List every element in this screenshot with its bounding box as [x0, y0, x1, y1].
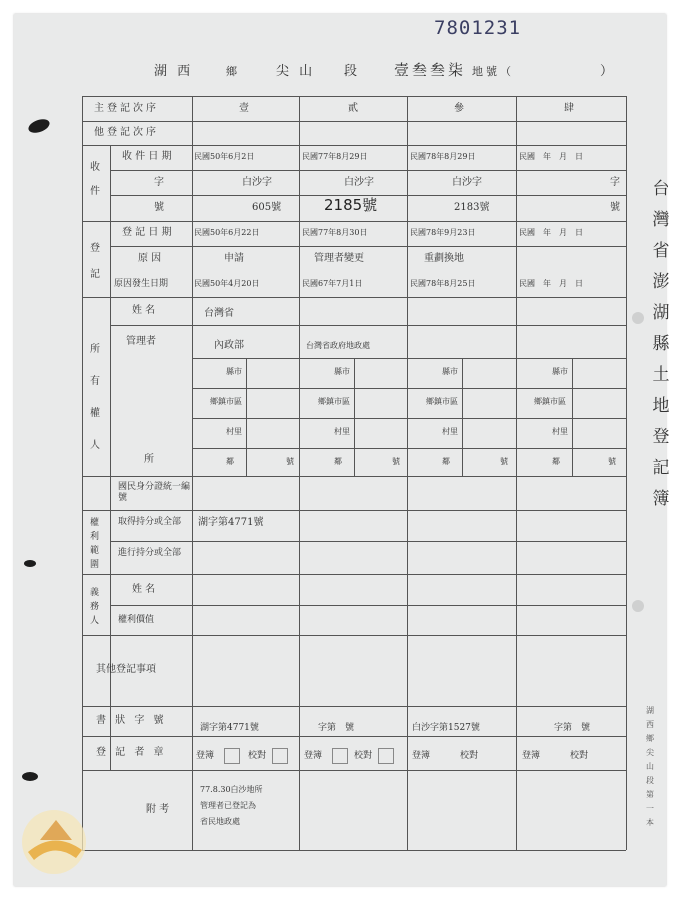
label-right-holder: 取得持分或全部	[118, 517, 182, 527]
header-locality: 尖 山	[276, 64, 316, 79]
addr-city: 縣市	[442, 367, 458, 376]
addr-town: 鄉鎮市區	[318, 397, 350, 406]
manager: 內政部	[214, 340, 244, 351]
note-line-1: 77.8.30白沙地所	[200, 785, 263, 794]
seal-stamp	[378, 748, 394, 764]
doc-number-line: 白沙字第1527號	[412, 723, 480, 733]
label-other-seq: 他登記次序	[94, 127, 159, 138]
note-line-3: 省民地政處	[200, 817, 240, 826]
addr-number: 號	[286, 457, 294, 466]
addr-neighbor: 鄰	[334, 457, 342, 466]
acq-date: 民國50年6月2日	[194, 152, 255, 161]
label-address: 所	[144, 454, 154, 465]
addr-number: 號	[392, 457, 400, 466]
addr-village: 村里	[442, 427, 458, 436]
col-seq: 貳	[348, 103, 358, 114]
reason: 管理者變更	[314, 253, 364, 264]
group-reg: 登記	[90, 243, 100, 280]
doc-number: 湖字第4771號	[198, 517, 264, 528]
label-debt: 權利價值	[118, 615, 155, 625]
addr-town: 鄉鎮市區	[426, 397, 458, 406]
reason-date: 民國67年7月1日	[302, 279, 363, 288]
side-note: 湖西鄉尖山段第一本	[646, 706, 654, 827]
register-title: 台灣省澎湖縣土地登記簿	[652, 179, 670, 509]
clerk-check: 校對	[460, 751, 479, 761]
addr-number: 號	[608, 457, 616, 466]
acq-number: 605號	[252, 202, 282, 213]
acq-word: 白沙字	[452, 177, 482, 188]
reason-date: 民國50年4月20日	[194, 279, 260, 288]
label-doc: 書 狀 字 號	[96, 715, 167, 726]
doc-number-line: 字第 號	[554, 723, 591, 733]
addr-city: 縣市	[552, 367, 568, 376]
acq-number: 2185號	[324, 196, 378, 214]
clerk-book: 登簿	[196, 751, 215, 761]
clerk-check: 校對	[248, 751, 267, 761]
reg-date: 民國77年8月30日	[302, 228, 368, 237]
clerk-book: 登簿	[304, 751, 323, 761]
ink-blot	[27, 117, 52, 136]
seal-stamp	[332, 748, 348, 764]
group-owner: 所有權人	[90, 344, 100, 451]
label-manager: 管理者	[126, 336, 156, 347]
binding-hole	[632, 312, 644, 324]
reason: 重劃換地	[424, 253, 464, 264]
addr-village: 村里	[334, 427, 350, 436]
clerk-check: 校對	[570, 751, 589, 761]
group-acq: 收件	[90, 162, 100, 197]
addr-neighbor: 鄰	[552, 457, 560, 466]
reason-date: 民國 年 月 日	[519, 279, 583, 288]
label-note: 附 考	[146, 804, 170, 815]
addr-village: 村里	[226, 427, 242, 436]
addr-city: 縣市	[226, 367, 242, 376]
reg-date: 民國 年 月 日	[519, 228, 583, 237]
acq-date: 民國77年8月29日	[302, 152, 368, 161]
col-seq: 肆	[564, 103, 574, 114]
label-acq-word: 字	[154, 177, 164, 188]
seal-stamp	[272, 748, 288, 764]
clerk-check: 校對	[354, 751, 373, 761]
manager: 台灣省政府地政處	[306, 341, 370, 350]
label-main-seq: 主登記次序	[94, 103, 159, 114]
label-reg-date: 登 記 日 期	[122, 227, 172, 238]
addr-town: 鄉鎮市區	[534, 397, 566, 406]
seal-stamp	[224, 748, 240, 764]
owner-name: 台灣省	[204, 308, 234, 319]
label-clerk: 登 記 者 章	[96, 747, 167, 758]
reason-date: 民國78年8月25日	[410, 279, 476, 288]
group-rights: 權利範圍	[90, 518, 100, 570]
addr-number: 號	[500, 457, 508, 466]
label-id: 國民身分證統一編號	[118, 482, 191, 503]
acq-number: 號	[610, 202, 620, 213]
header-section: 段	[344, 64, 361, 79]
label-name: 姓 名	[132, 305, 156, 316]
addr-village: 村里	[552, 427, 568, 436]
doc-number-line: 字第 號	[318, 723, 355, 733]
reason: 申請	[224, 253, 244, 264]
clerk-book: 登簿	[412, 751, 431, 761]
label-transfer: 進行持分或全部	[118, 548, 182, 558]
acq-date: 民國78年8月29日	[410, 152, 476, 161]
header-lot-label: 地號（	[472, 65, 514, 78]
label-reason-date: 原因發生日期	[114, 279, 169, 289]
binding-hole	[632, 600, 644, 612]
ink-blot	[24, 560, 36, 567]
label-other: 其他登記事項	[96, 664, 156, 675]
watermark-logo	[16, 800, 96, 880]
reg-date: 民國78年9月23日	[410, 228, 476, 237]
addr-neighbor: 鄰	[442, 457, 450, 466]
group-obligor: 義務人	[90, 588, 100, 626]
acq-number: 2183號	[454, 202, 490, 213]
addr-town: 鄉鎮市區	[210, 397, 242, 406]
addr-city: 縣市	[334, 367, 350, 376]
serial-number: 7801231	[434, 17, 522, 39]
clerk-book: 登簿	[522, 751, 541, 761]
col-seq: 壹	[239, 103, 249, 114]
acq-word: 白沙字	[242, 177, 272, 188]
acq-word: 字	[610, 177, 620, 188]
label-debtor: 姓 名	[132, 584, 156, 595]
reg-date: 民國50年6月22日	[194, 228, 260, 237]
acq-date: 民國 年 月 日	[519, 152, 583, 161]
addr-neighbor: 鄰	[226, 457, 234, 466]
label-reason: 原 因	[138, 253, 162, 264]
register-page	[14, 14, 670, 886]
header-township: 鄉	[226, 65, 240, 78]
note-line-2: 管理者已登記為	[200, 801, 256, 810]
acq-word: 白沙字	[344, 177, 374, 188]
doc-number-line: 湖字第4771號	[200, 723, 259, 733]
label-acq-no: 號	[154, 202, 164, 213]
header-lot-number: 壹叁叁柒	[394, 61, 467, 79]
header-lot-close: ）	[600, 64, 617, 79]
label-acq-date: 收 件 日 期	[122, 151, 172, 162]
header-region: 湖 西	[154, 64, 194, 79]
col-seq: 參	[454, 103, 464, 114]
ink-blot	[22, 772, 38, 781]
